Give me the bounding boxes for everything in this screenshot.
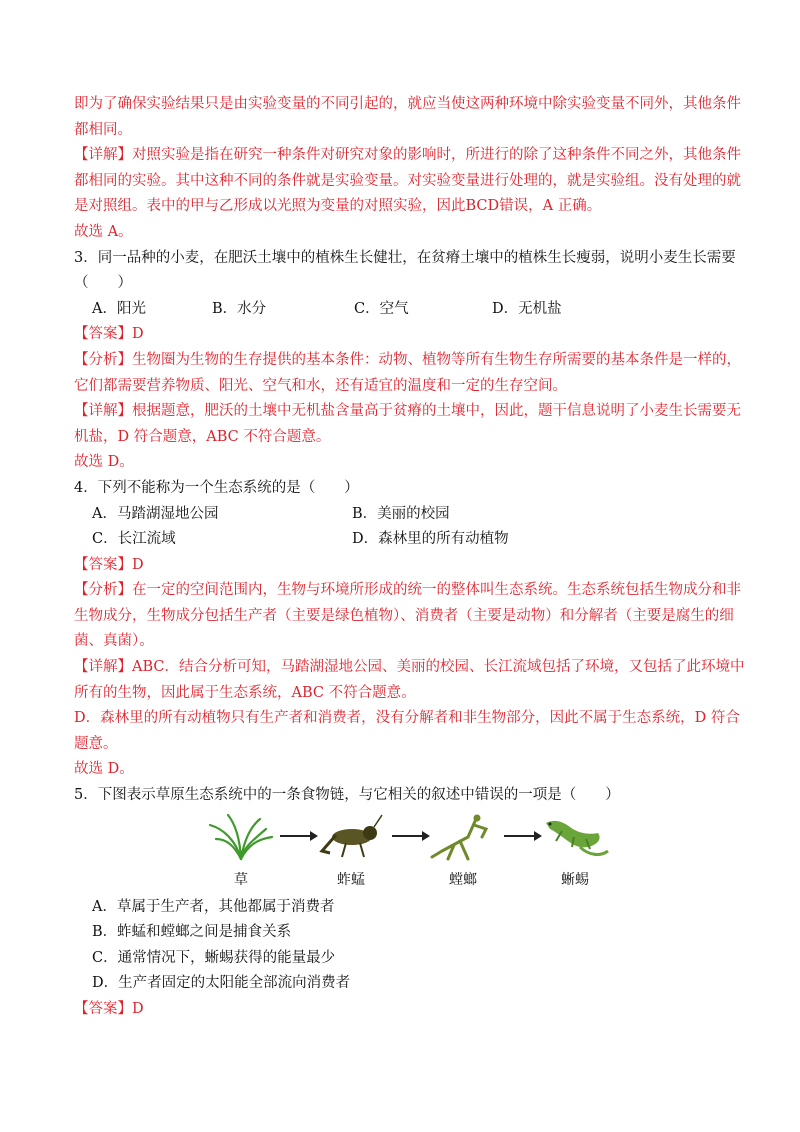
detail-line: 都相同的实验。其中这种不同的条件就是实验变量。对实验变量进行处理的，就是实验组。没有处理的就 <box>74 172 741 189</box>
question-3-answer: 【答案】D <box>74 326 144 343</box>
paragraph-line: 都相同。 <box>74 121 132 138</box>
option-b: B．蚱蜢和螳螂之间是捕食关系 <box>92 924 292 941</box>
question-5-stem: 5．下图表示草原生态系统中的一条食物链，与它相关的叙述中错误的一项是（ ） <box>74 787 620 804</box>
question-3-options <box>74 297 726 323</box>
option-b: B．美丽的校园 <box>352 505 450 522</box>
question-4-detail: 【详解】ABC．结合分析可知，马踏湖湿地公园、美丽的校园、长江流域包括了环境，又包括了此环境中 <box>74 659 745 676</box>
grasshopper-label: 蚱蜢 <box>337 871 365 888</box>
lizard-label: 蜥蜴 <box>561 871 589 888</box>
option-a: A．马踏湖湿地公园 <box>92 505 219 522</box>
grass-image <box>206 811 276 863</box>
option-a: A．草属于生产者，其他都属于消费者 <box>92 898 335 915</box>
question-3-stem-bracket: （ ） <box>74 275 132 292</box>
food-chain-figure <box>206 809 596 895</box>
question-4-answer: 【答案】D <box>74 556 144 573</box>
question-3-analysis: 它们都需要营养物质、阳光、空气和水，还有适宜的温度和一定的生存空间。 <box>74 377 567 394</box>
arrow-icon <box>280 835 316 837</box>
question-4-analysis: 【分析】在一定的空间范围内，生物与环境所形成的统一的整体叫生态系统。生态系统包括生物成分和非 <box>74 582 741 599</box>
grasshopper-icon <box>316 811 386 863</box>
question-3-detail: 【详解】根据题意，肥沃的土壤中无机盐含量高于贫瘠的土壤中，因此，题干信息说明了小麦生长需要无 <box>74 403 741 420</box>
question-4-detail: 题意。 <box>74 735 118 752</box>
option-d: D．无机盐 <box>492 300 562 317</box>
option-c: C．空气 <box>354 300 409 317</box>
question-4-detail: 所有的生物，因此属于生态系统，ABC 不符合题意。 <box>74 684 416 701</box>
question-3-stem: 3．同一品种的小麦，在肥沃土壤中的植株生长健壮，在贫瘠土壤中的植株生长瘦弱，说明小麦生长需要 <box>74 249 736 266</box>
question-3-choice: 故选 D。 <box>74 454 134 471</box>
mantis-label: 螳螂 <box>449 871 477 888</box>
grasshopper-image <box>316 811 386 863</box>
question-4-analysis: 菌、真菌）。 <box>74 633 154 650</box>
question-4-options-row-2 <box>74 527 726 553</box>
question-3-analysis: 【分析】生物圈为生物的生存提供的基本条件：动物、植物等所有生物生存所需要的基本条件是一样的， <box>74 351 741 368</box>
question-5-answer: 【答案】D <box>74 1001 144 1017</box>
option-d: D．森林里的所有动植物 <box>352 531 509 548</box>
option-a: A．阳光 <box>92 300 146 317</box>
option-c: C．长江流域 <box>92 531 176 548</box>
grass-icon <box>206 811 276 863</box>
question-3-detail: 机盐，D 符合题意，ABC 不符合题意。 <box>74 428 331 445</box>
question-4-choice: 故选 D。 <box>74 761 134 778</box>
choice-line: 故选 A。 <box>74 223 133 240</box>
question-4-stem: 4．下列不能称为一个生态系统的是（ ） <box>74 479 359 496</box>
option-c: C．通常情况下，蜥蜴获得的能量最少 <box>92 949 336 966</box>
option-d: D．生产者固定的太阳能全部流向消费者 <box>92 975 351 992</box>
lizard-icon <box>540 811 610 863</box>
detail-line: 是对照组。表中的甲与乙形成以光照为变量的对照实验，因此BCD错误，A 正确。 <box>74 198 602 215</box>
arrow-icon <box>504 835 540 837</box>
document-content <box>74 92 745 1023</box>
question-4-analysis: 生物成分，生物成分包括生产者（主要是绿色植物）、消费者（主要是动物）和分解者（主要是腐生的细 <box>74 607 734 624</box>
mantis-icon <box>428 811 498 863</box>
option-b: B．水分 <box>212 300 267 317</box>
arrow-icon <box>392 835 428 837</box>
question-4-detail: D．森林里的所有动植物只有生产者和消费者，没有分解者和非生物部分，因此不属于生态系统，D 符合 <box>74 710 740 727</box>
question-4-options-row-1 <box>74 502 726 528</box>
mantis-image <box>428 811 498 863</box>
paragraph-line: 即为了确保实验结果只是由实验变量的不同引起的，就应当使这两种环境中除实验变量不同外，其他条件 <box>74 96 741 112</box>
lizard-image <box>540 811 610 863</box>
detail-line: 【详解】对照实验是指在研究一种条件对研究对象的影响时，所进行的除了这种条件不同之外，其他条件 <box>74 147 741 164</box>
grass-label: 草 <box>234 871 248 888</box>
